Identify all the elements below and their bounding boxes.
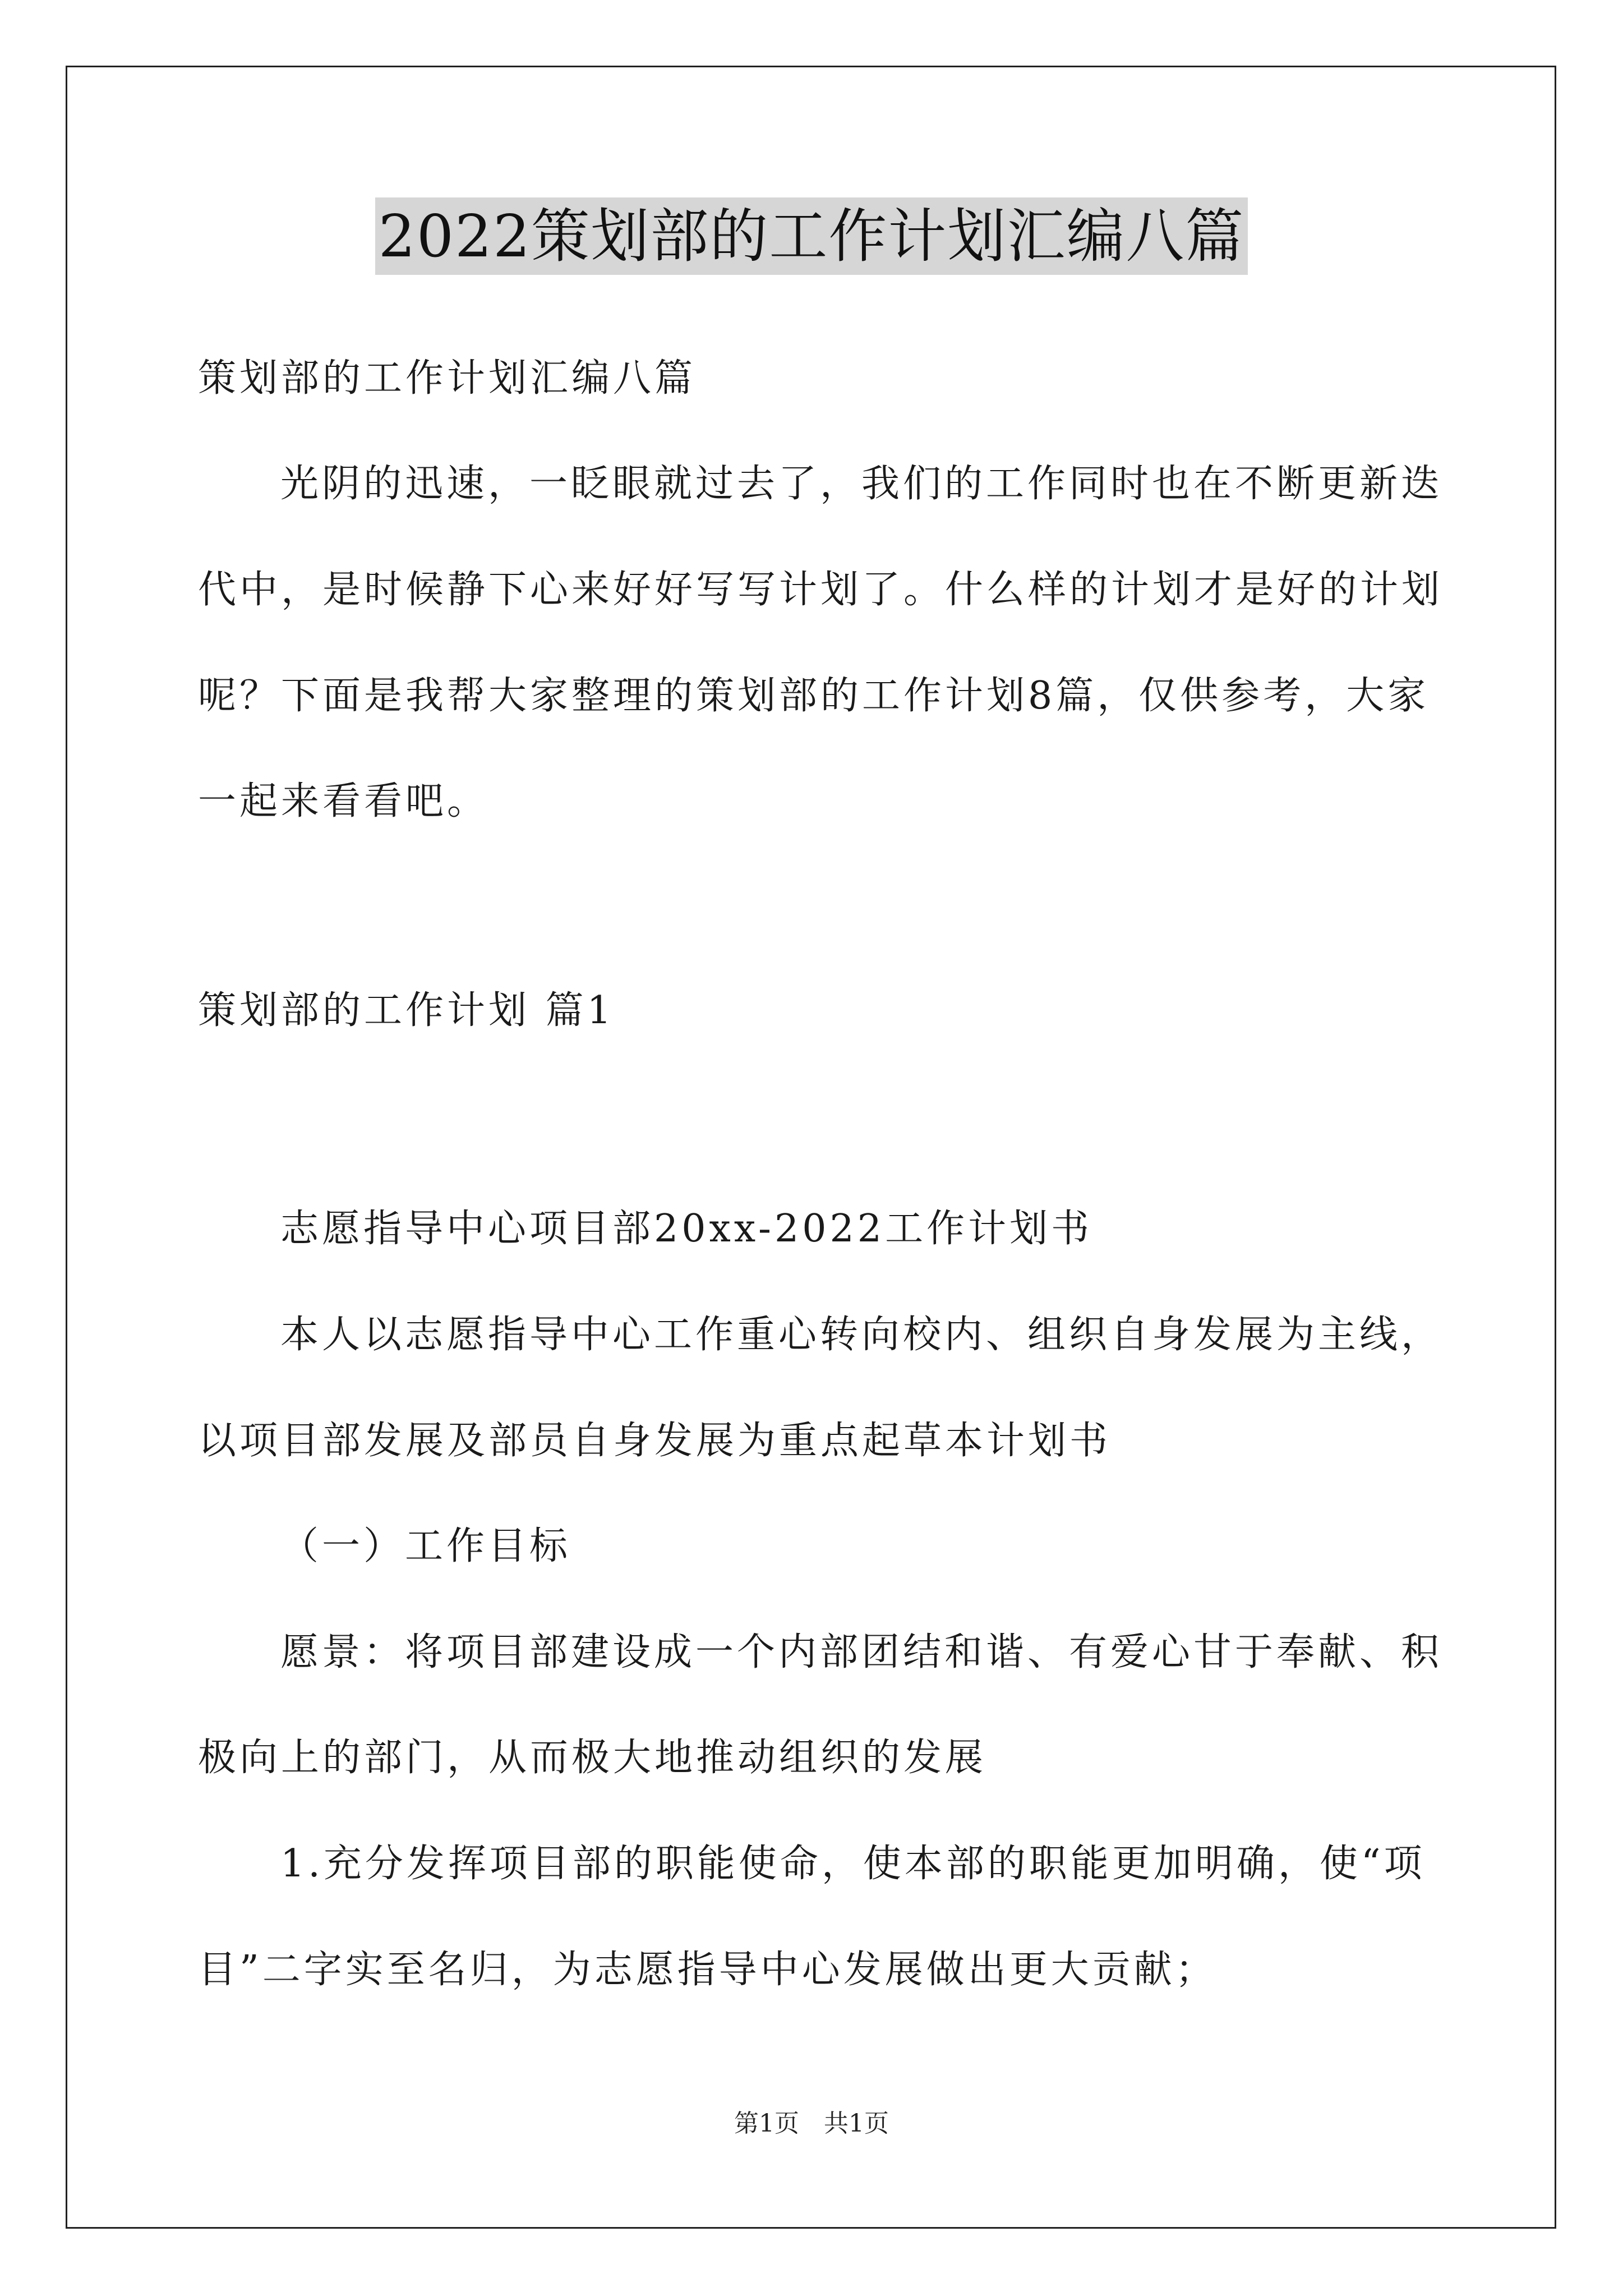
body-line-2: 本人以志愿指导中心工作重心转向校内、组织自身发展为主线，: [280, 1313, 1443, 1357]
body-line-4: （一）工作目标: [280, 1524, 571, 1568]
body-line-1: 志愿指导中心项目部20xx-2022工作计划书: [280, 1207, 1093, 1251]
document-title: 2022策划部的工作计划汇编八篇: [375, 197, 1248, 275]
body-line-3: 以项目部发展及部员自身发展为重点起草本计划书: [198, 1419, 1112, 1463]
body-line-6: 极向上的部门，从而极大地推动组织的发展: [198, 1736, 987, 1780]
body-line-7: 1.充分发挥项目部的职能使命，使本部的职能更加明确，使“项: [280, 1842, 1426, 1886]
title-container: [0, 197, 1623, 275]
section-heading: 策划部的工作计划 篇1: [198, 988, 615, 1033]
body-line-5: 愿景：将项目部建设成一个内部团结和谐、有爱心甘于奉献、积: [280, 1630, 1443, 1674]
document-subtitle: 策划部的工作计划汇编八篇: [198, 356, 697, 401]
body-line-8: 目”二字实至名归，为志愿指导中心发展做出更大贡献；: [198, 1948, 1217, 1992]
intro-line-2: 代中，是时候静下心来好好写写计划了。什么样的计划才是好的计划: [198, 568, 1444, 612]
intro-line-4: 一起来看看吧。: [198, 779, 489, 823]
intro-line-3: 呢？下面是我帮大家整理的策划部的工作计划8篇，仅供参考，大家: [198, 674, 1430, 718]
intro-line-1: 光阴的迅速，一眨眼就过去了，我们的工作同时也在不断更新迭: [280, 462, 1443, 506]
page-footer: 第1页 共1页: [734, 2109, 889, 2138]
